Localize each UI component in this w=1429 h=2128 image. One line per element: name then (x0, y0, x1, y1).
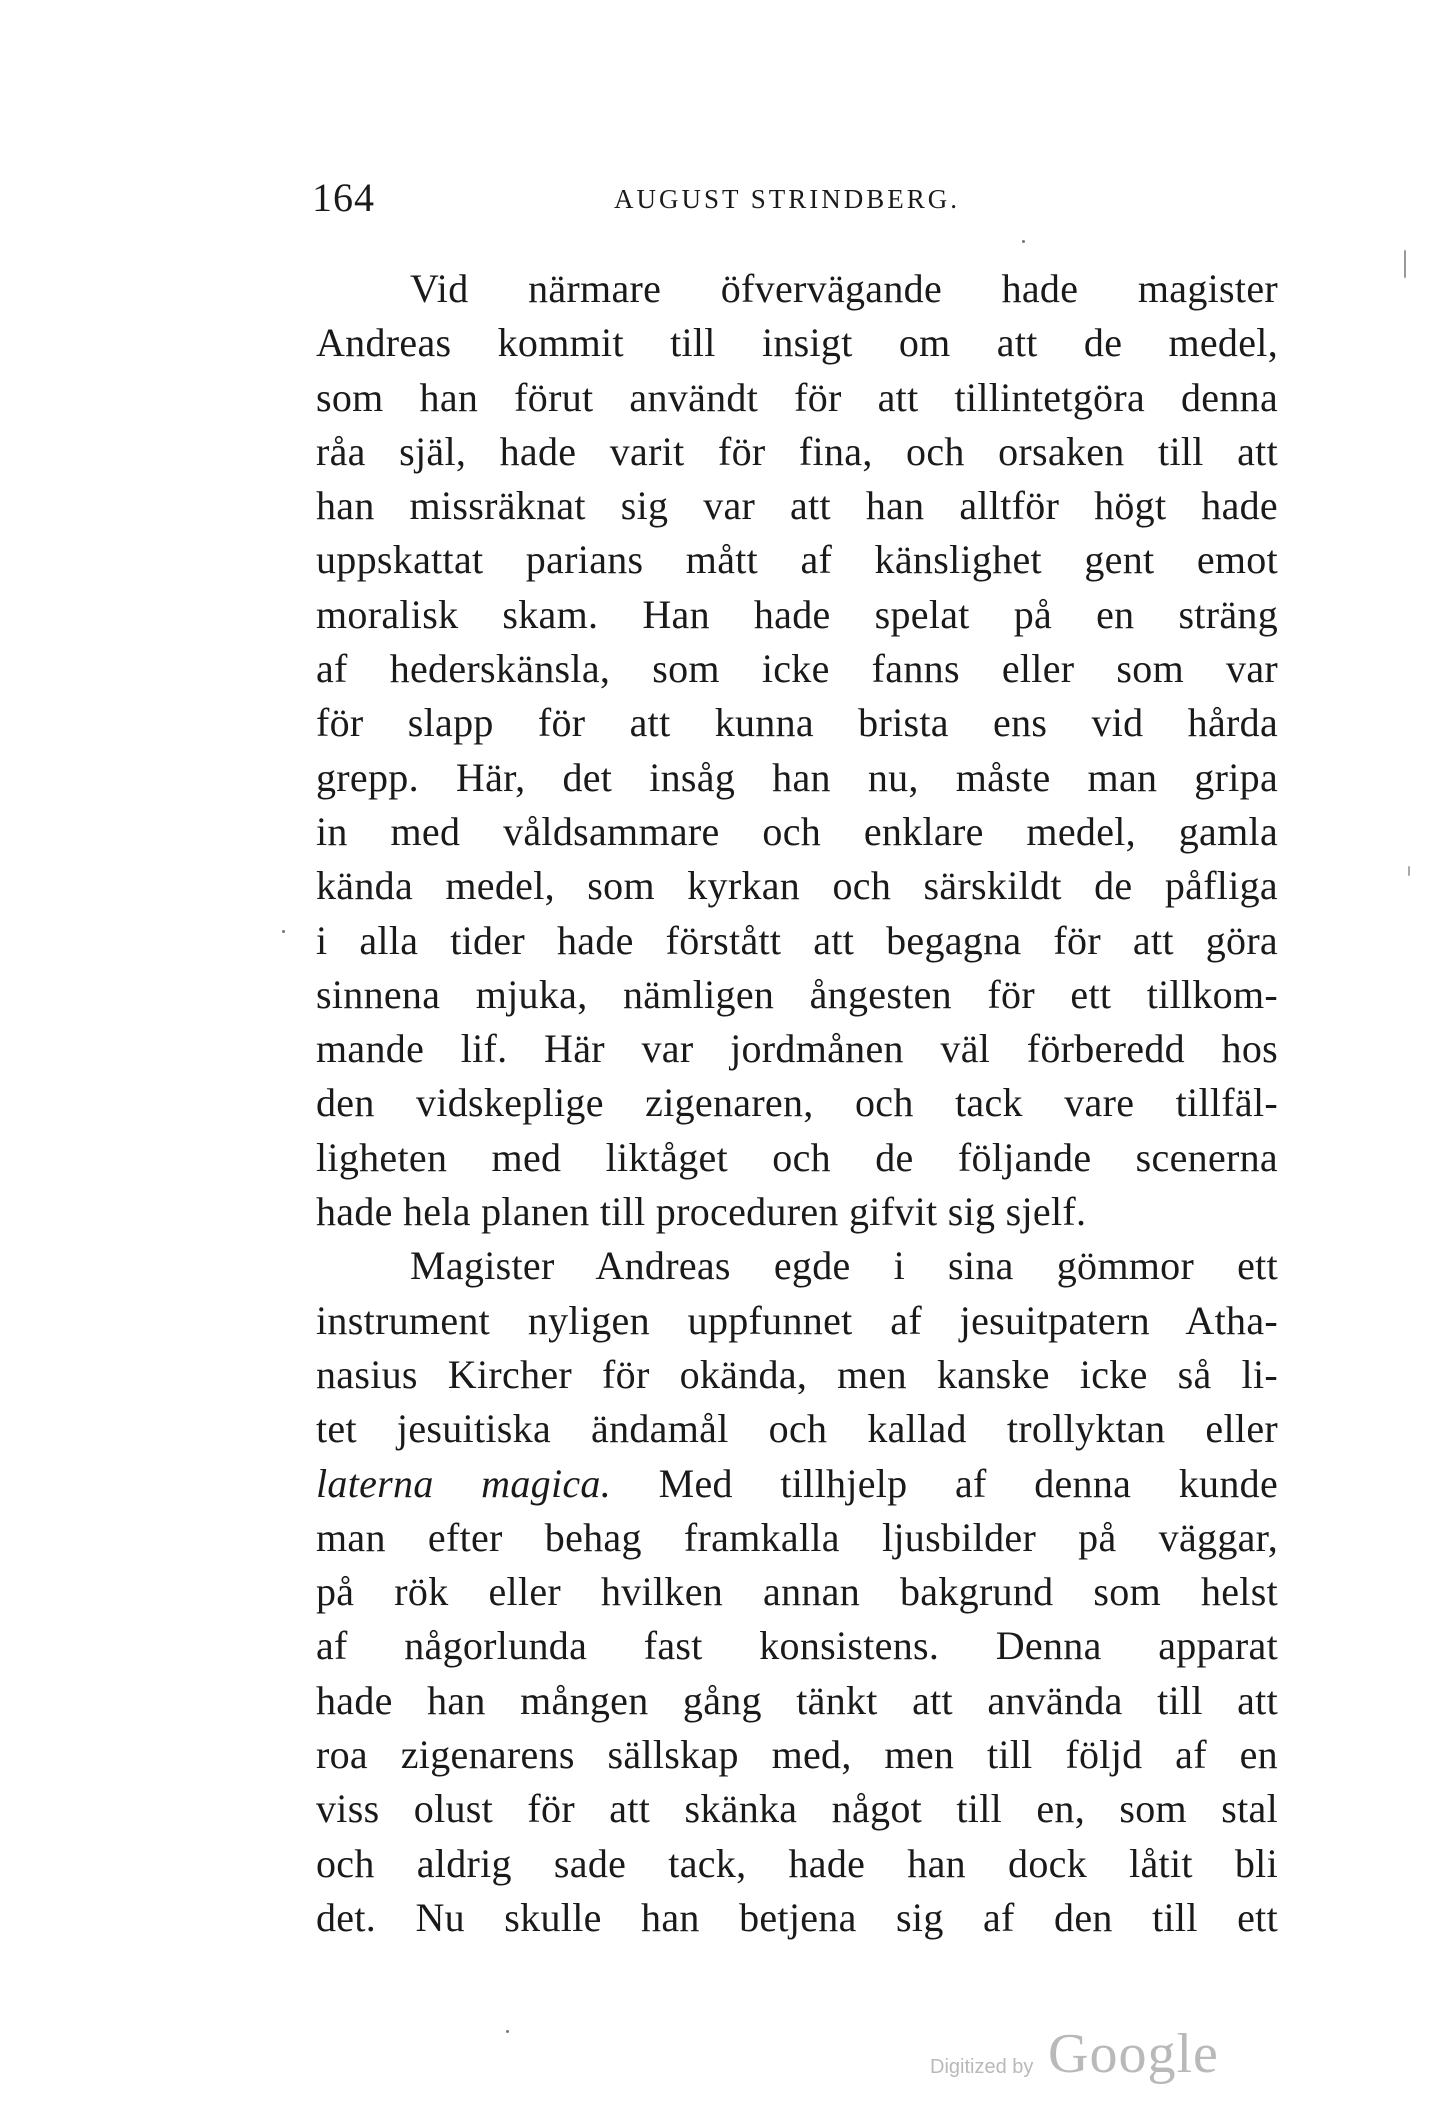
text-line: nasius Kircher för okända, men kanske icke så li- (316, 1351, 1278, 1397)
text-line: råa själ, hade varit för fina, och orsaken till att (316, 428, 1278, 474)
italic-term: laterna magica. (316, 1460, 612, 1506)
text-line: den vidskeplige zigenaren, och tack vare tillfäl- (316, 1080, 1278, 1126)
text-line: som han förut användt för att tillintetgöra denna (316, 374, 1278, 420)
scan-artifact (282, 930, 285, 933)
watermark-prefix: Digitized by (930, 2056, 1034, 2078)
text-line: sinnena mjuka, nämligen ångesten för ett tillkom- (316, 971, 1278, 1017)
text-line: grepp. Här, det insåg han nu, måste man gripa (316, 754, 1278, 800)
text-line: på rök eller hvilken annan bakgrund som helst (316, 1569, 1278, 1615)
text-line: hade hela planen till proceduren gifvit sig sjelf. (316, 1189, 1087, 1235)
text-line: in med våldsammare och enklare medel, gamla (316, 808, 1278, 854)
scan-artifact (1022, 240, 1025, 243)
text-line: Magister Andreas egde i sina gömmor ett (410, 1243, 1278, 1289)
text-line: af någorlunda fast konsistens. Denna apparat (316, 1623, 1278, 1669)
text-line-italic (316, 1457, 1278, 1511)
running-head (312, 168, 1282, 228)
text-line: i alla tider hade förstått att begagna för att göra (316, 917, 1278, 963)
text-line: kända medel, som kyrkan och särskildt de påfliga (316, 863, 1278, 909)
italic-line-rest: Med tillhjelp af denna kunde (611, 1460, 1278, 1506)
text-line: instrument nyligen uppfunnet af jesuitpatern Atha- (316, 1297, 1278, 1343)
text-line: ligheten med liktåget och de följande scenerna (316, 1134, 1278, 1180)
running-title: AUGUST STRINDBERG. (614, 184, 961, 214)
text-line: mande lif. Här var jordmånen väl förberedd hos (316, 1026, 1278, 1072)
text-line: hade han mången gång tänkt att använda till att (316, 1677, 1278, 1723)
text-line: roa zigenarens sällskap med, men till följd af en (316, 1732, 1278, 1778)
text-line: Vid närmare öfvervägande hade magister (410, 266, 1278, 311)
text-line: Andreas kommit till insigt om att de medel, (316, 320, 1278, 366)
google-logo: Google (1048, 2023, 1219, 2085)
scan-artifact (1404, 250, 1406, 278)
scan-artifact (1408, 866, 1410, 876)
digitized-by-watermark (930, 2022, 1230, 2092)
text-line: och aldrig sade tack, hade han dock låtit bli (316, 1840, 1278, 1886)
text-line: moralisk skam. Han hade spelat på en sträng (316, 591, 1278, 637)
text-line: viss olust för att skänka något till en, som stal (316, 1786, 1278, 1832)
text-line: för slapp för att kunna brista ens vid hårda (316, 700, 1278, 746)
text-line: af hederskänsla, som icke fanns eller som var (316, 646, 1278, 692)
page-number: 164 (312, 175, 375, 220)
text-line: det. Nu skulle han betjena sig af den till ett (316, 1894, 1278, 1940)
body-text (316, 262, 1278, 1945)
text-line: tet jesuitiska ändamål och kallad trollyktan eller (316, 1406, 1278, 1452)
text-line: han missräknat sig var att han alltför högt hade (316, 483, 1278, 529)
text-line: uppskattat parians mått af känslighet gent emot (316, 537, 1278, 583)
text-line: man efter behag framkalla ljusbilder på väggar, (316, 1514, 1278, 1560)
scan-artifact (506, 2030, 509, 2033)
